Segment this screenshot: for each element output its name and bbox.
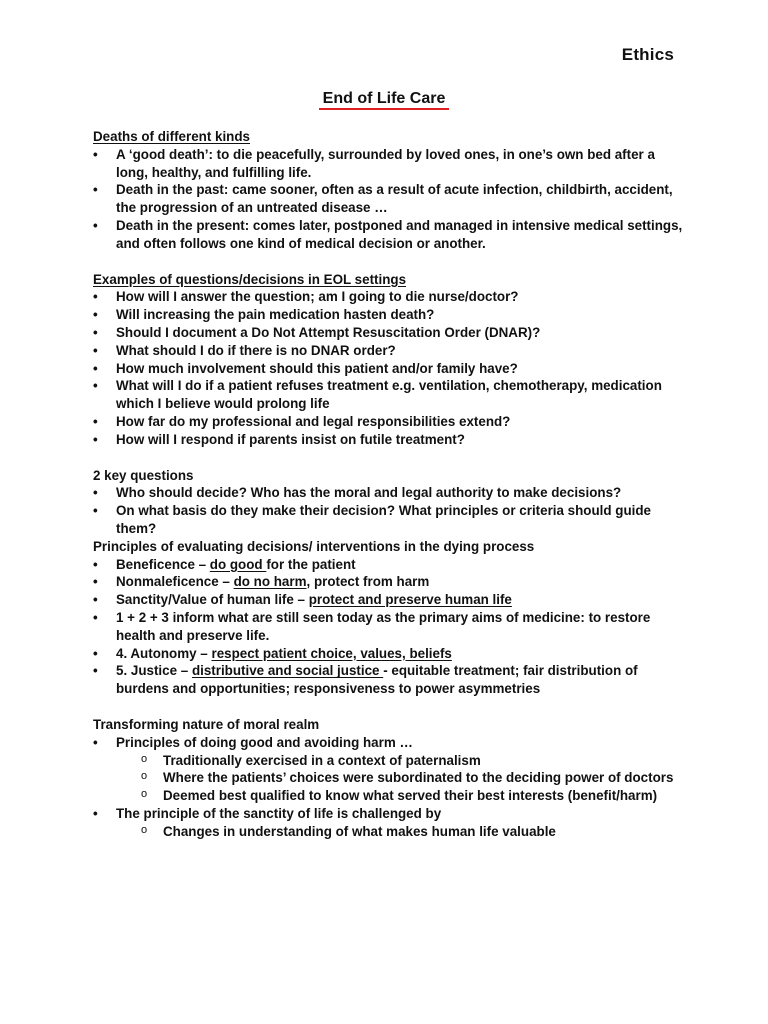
underlined-phrase: respect patient choice, values, beliefs	[211, 645, 452, 661]
list-item: • A ‘good death’: to die peacefully, surrounded by loved ones, in one’s own bed after a long, healthy, and fulfilling life.	[93, 146, 683, 182]
list-item: • Death in the past: came sooner, often as a result of acute infection, childbirth, accident, the progression of an untreated disease …	[93, 181, 683, 217]
list-item: • Death in the present: comes later, postponed and managed in intensive medical settings, and often follows one kind of medical decision or another.	[93, 217, 683, 253]
list-item: • Will increasing the pain medication hasten death?	[93, 306, 683, 324]
section-heading: 2 key questions	[93, 467, 194, 483]
list-item: • Sanctity/Value of human life – protect and preserve human life	[93, 591, 683, 609]
bullet-list	[93, 734, 683, 752]
list-item: • Beneficence – do good for the patient	[93, 556, 683, 574]
list-item: • How far do my professional and legal responsibilities extend?	[93, 413, 683, 431]
sub-list-item: o Traditionally exercised in a context of paternalism	[93, 752, 683, 770]
bullet-list	[93, 556, 683, 698]
underlined-phrase: do no harm	[233, 574, 307, 590]
underlined-phrase: do good	[209, 556, 267, 572]
bullet-list	[93, 805, 683, 823]
header-subject: Ethics	[621, 45, 674, 64]
list-item: • Nonmaleficence – do no harm, protect from harm	[93, 573, 683, 591]
underlined-phrase: distributive and social justice	[191, 663, 384, 679]
sub-list-item: o Deemed best qualified to know what served their best interests (benefit/harm)	[93, 787, 683, 805]
document-title	[0, 90, 768, 108]
document-title-text: End of Life Care	[319, 90, 450, 110]
section-heading: Deaths of different kinds	[93, 129, 250, 144]
sub-list	[93, 823, 683, 841]
underlined-phrase: protect and preserve human life	[308, 592, 512, 608]
list-item: • How will I respond if parents insist on futile treatment?	[93, 431, 683, 449]
section-key-questions	[93, 467, 683, 538]
section-heading: Transforming nature of moral realm	[93, 716, 320, 732]
list-item: • How much involvement should this patient and/or family have?	[93, 360, 683, 378]
list-item: • On what basis do they make their decision? What principles or criteria should guide them?	[93, 502, 683, 538]
list-item: • Who should decide? Who has the moral and legal authority to make decisions?	[93, 484, 683, 502]
list-item: • What should I do if there is no DNAR order?	[93, 342, 683, 360]
list-item: • 5. Justice – distributive and social justice - equitable treatment; fair distribution of burdens and opportunities; responsiveness to power asymmetries	[93, 662, 683, 698]
section-questions	[93, 271, 683, 449]
section-heading: Principles of evaluating decisions/ interventions in the dying process	[93, 538, 535, 554]
bullet-list	[93, 484, 683, 537]
section-transforming	[93, 716, 683, 841]
sub-list	[93, 752, 683, 805]
section-principles	[93, 538, 683, 698]
list-item: • 4. Autonomy – respect patient choice, values, beliefs	[93, 645, 683, 663]
document-body	[93, 128, 683, 840]
section-heading: Examples of questions/decisions in EOL settings	[93, 271, 407, 287]
list-item: • 1 + 2 + 3 inform what are still seen today as the primary aims of medicine: to restore health and preserve life.	[93, 609, 683, 645]
list-item: • Should I document a Do Not Attempt Resuscitation Order (DNAR)?	[93, 324, 683, 342]
list-item: • What will I do if a patient refuses treatment e.g. ventilation, chemotherapy, medication which I believe would prolong life	[93, 377, 683, 413]
list-item: • The principle of the sanctity of life is challenged by	[93, 805, 683, 823]
section-deaths	[93, 128, 683, 253]
bullet-list	[93, 288, 683, 448]
sub-list-item: o Changes in understanding of what makes human life valuable	[93, 823, 683, 841]
sub-list-item: o Where the patients’ choices were subordinated to the deciding power of doctors	[93, 769, 683, 787]
bullet-list	[93, 146, 683, 253]
list-item: • Principles of doing good and avoiding harm …	[93, 734, 683, 752]
list-item: • How will I answer the question; am I going to die nurse/doctor?	[93, 288, 683, 306]
